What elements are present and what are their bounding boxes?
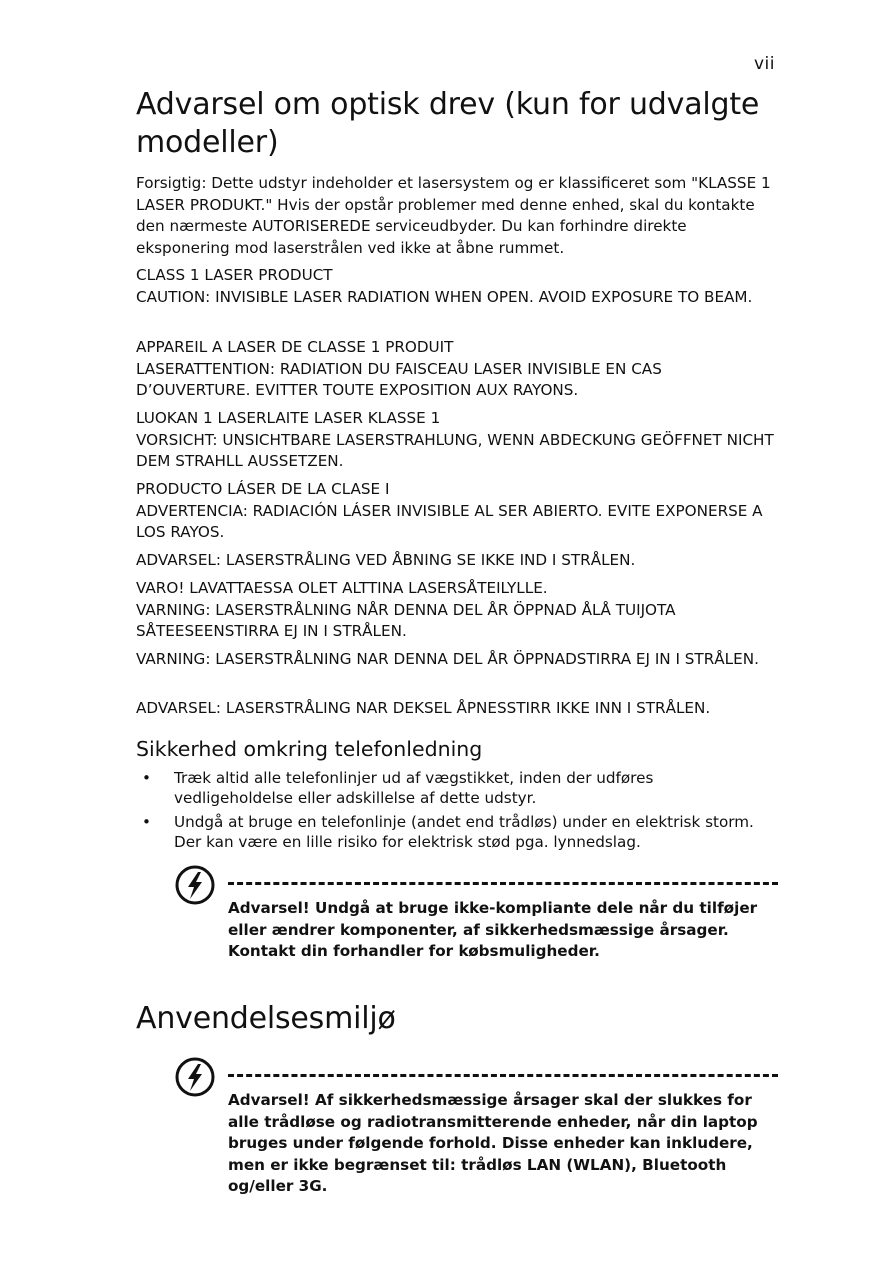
intro-text: Forsigtig: Dette udstyr indeholder et lasersystem og er klassificeret som "KLASSE 1 LASER PRODUKT." Hvis der opstår problemer med denne enhed, skal du kontakte den nærmeste AUTORISEREDE serviceudbyder. Du kan forhindre direkte eksponering mod laserstrålen ved ikke at åbne rummet. bbox=[136, 174, 771, 257]
list-item bbox=[136, 768, 776, 808]
phone-line-heading: Sikkerhed omkring telefonledning bbox=[136, 737, 483, 761]
list-item bbox=[136, 812, 776, 852]
es-line-2: ADVERTENCIA: RADIACIÓN LÁSER INVISIBLE AL SER ABIERTO. EVITE EXPONERSE A LOS RAYOS. bbox=[136, 501, 763, 541]
phone-line-bullets bbox=[136, 768, 776, 856]
environment-heading: Anvendelsesmiljø bbox=[136, 1001, 396, 1036]
page-number: vii bbox=[754, 54, 776, 74]
da-line: ADVARSEL: LASERSTRÅLING VED ÅBNING SE IKKE IND I STRÅLEN. bbox=[136, 551, 636, 569]
bullet-mark: • bbox=[142, 769, 151, 787]
no-line: ADVARSEL: LASERSTRÅLING NAR DEKSEL ÅPNESSTIRR IKKE INN I STRÅLEN. bbox=[136, 699, 711, 717]
de-line-2: VORSICHT: UNSICHTBARE LASERSTRAHLUNG, WENN ABDECKUNG GEÖFFNET NICHT DEM STRAHLL AUSSETZEN. bbox=[136, 430, 774, 470]
phone-warning-text: Advarsel! Undgå at bruge ikke-kompliante dele når du tilføjer eller ændrer komponenter, af sikkerhedsmæssige årsager. Kontakt din forhandler for købsmuligheder. bbox=[228, 899, 758, 961]
bullet-text: Træk altid alle telefonlinjer ud af vægstikket, inden der udføres vedligeholdelse eller adskillelse af dette udstyr. bbox=[174, 769, 654, 807]
optical-drive-heading: Advarsel om optisk drev (kun for udvalgte modeller) bbox=[136, 87, 760, 160]
fi-line-1: VARO! LAVATTAESSA OLET ALTTINA LASERSÅTEILYLLE. bbox=[136, 579, 548, 597]
english-laser-notice bbox=[136, 265, 776, 308]
environment-warning-box bbox=[174, 1056, 778, 1196]
bullet-text: Undgå at bruge en telefonlinje (andet end trådløs) under en elektrisk storm. Der kan være en lille risiko for elektrisk stød pga. lynnedslag. bbox=[174, 813, 754, 851]
bullet-mark: • bbox=[142, 813, 151, 831]
warning-divider bbox=[228, 1074, 778, 1077]
en-line-1: CLASS 1 LASER PRODUCT bbox=[136, 266, 333, 284]
norwegian-laser-notice bbox=[136, 698, 776, 720]
optical-intro-paragraph bbox=[136, 173, 776, 259]
warning-divider bbox=[228, 882, 778, 885]
german-laser-notice bbox=[136, 408, 776, 473]
french-laser-notice bbox=[136, 337, 776, 402]
es-line-1: PRODUCTO LÁSER DE LA CLASE I bbox=[136, 480, 390, 498]
sv-line: VARNING: LASERSTRÅLNING NAR DENNA DEL ÅR ÖPPNADSTIRRA EJ IN I STRÅLEN. bbox=[136, 650, 759, 668]
danish-laser-notice bbox=[136, 550, 776, 572]
lightning-warning-icon bbox=[174, 1056, 216, 1098]
lightning-warning-icon bbox=[174, 864, 216, 906]
fi-line-2: VARNING: LASERSTRÅLNING NÅR DENNA DEL ÅR ÖPPNAD ÅLÅ TUIJOTA SÅTEESEENSTIRRA EJ IN I STRÅLEN. bbox=[136, 600, 676, 640]
finnish-laser-notice bbox=[136, 578, 776, 643]
phone-warning-box bbox=[174, 864, 778, 974]
de-line-1: LUOKAN 1 LASERLAITE LASER KLASSE 1 bbox=[136, 409, 441, 427]
spanish-laser-notice bbox=[136, 479, 776, 544]
swedish-laser-notice bbox=[136, 649, 776, 671]
fr-line-2: LASERATTENTION: RADIATION DU FAISCEAU LASER INVISIBLE EN CAS D’OUVERTURE. EVITTER TOUTE EXPOSITION AUX RAYONS. bbox=[136, 359, 662, 399]
environment-warning-text: Advarsel! Af sikkerhedsmæssige årsager skal der slukkes for alle trådløse og radiotransmitterende enheder, når din laptop bruges under følgende forhold. Disse enheder kan inkludere, men er ikke begrænset til: trådløs LAN (WLAN), Bluetooth og/eller 3G. bbox=[228, 1091, 758, 1196]
fr-line-1: APPAREIL A LASER DE CLASSE 1 PRODUIT bbox=[136, 338, 454, 356]
en-line-2: CAUTION: INVISIBLE LASER RADIATION WHEN OPEN. AVOID EXPOSURE TO BEAM. bbox=[136, 287, 753, 306]
